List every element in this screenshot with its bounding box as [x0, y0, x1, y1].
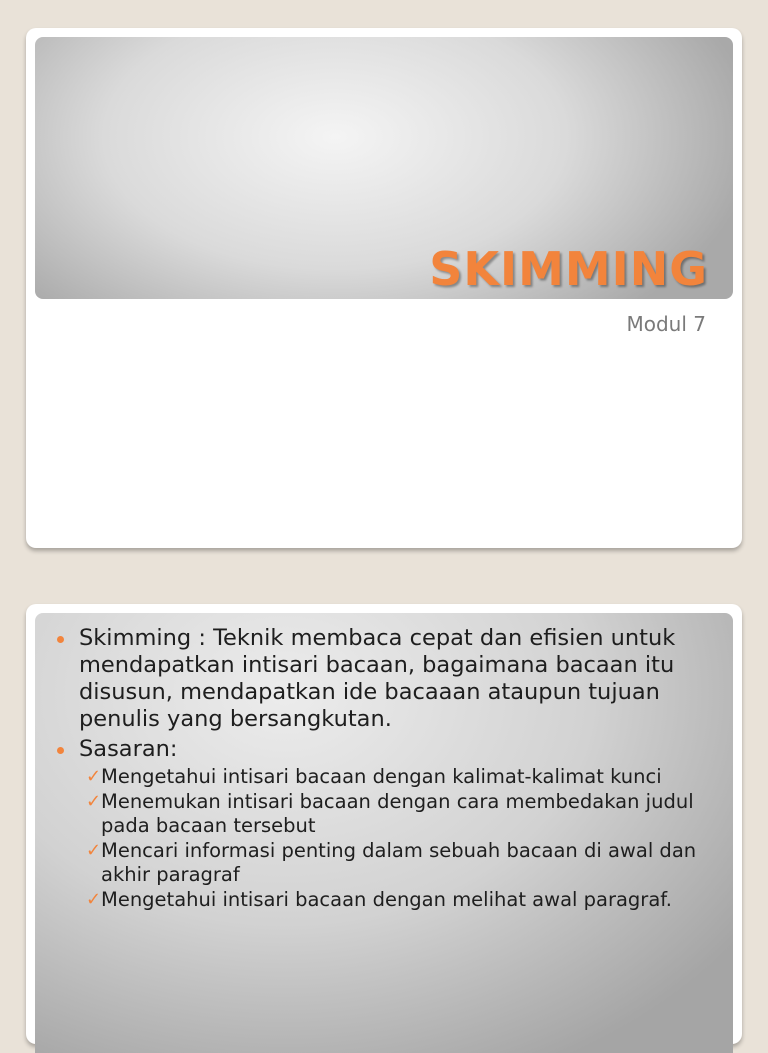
bullet-dot-icon [57, 636, 64, 643]
checkmark-icon: ✓ [86, 840, 102, 861]
content-band [35, 613, 733, 1053]
sub-item [79, 888, 721, 912]
sub-list [79, 765, 721, 912]
sub-item-text: Mencari informasi penting dalam sebuah bacaan di awal dan akhir paragraf [101, 839, 697, 886]
checkmark-icon: ✓ [86, 791, 102, 812]
sub-item-text: Mengetahui intisari bacaan dengan kalimat-kalimat kunci [101, 765, 662, 788]
slide-title: SKIMMING [429, 242, 708, 296]
checkmark-icon: ✓ [86, 766, 102, 787]
checkmark-icon: ✓ [86, 889, 102, 910]
slide-subtitle: Modul 7 [626, 312, 706, 336]
sub-item-text: Menemukan intisari bacaan dengan cara membedakan judul pada bacaan tersebut [101, 790, 694, 837]
bullet-item-definition [53, 625, 721, 733]
bullet-list [53, 625, 721, 915]
sub-item [79, 765, 721, 789]
content-slide [26, 604, 742, 1044]
bullet-item-sasaran [53, 736, 721, 912]
sub-item [79, 839, 721, 887]
bullet-text: Sasaran: [79, 736, 178, 762]
bullet-dot-icon [57, 747, 64, 754]
title-slide [26, 28, 742, 548]
sub-item [79, 790, 721, 838]
bullet-text: Skimming : Teknik membaca cepat dan efisien untuk mendapatkan intisari bacaan, bagaimana bacaan itu disusun, mendapatkan ide bacaaan ataupun tujuan penulis yang bersangkutan. [79, 625, 676, 732]
sub-item-text: Mengetahui intisari bacaan dengan melihat awal paragraf. [101, 888, 672, 911]
